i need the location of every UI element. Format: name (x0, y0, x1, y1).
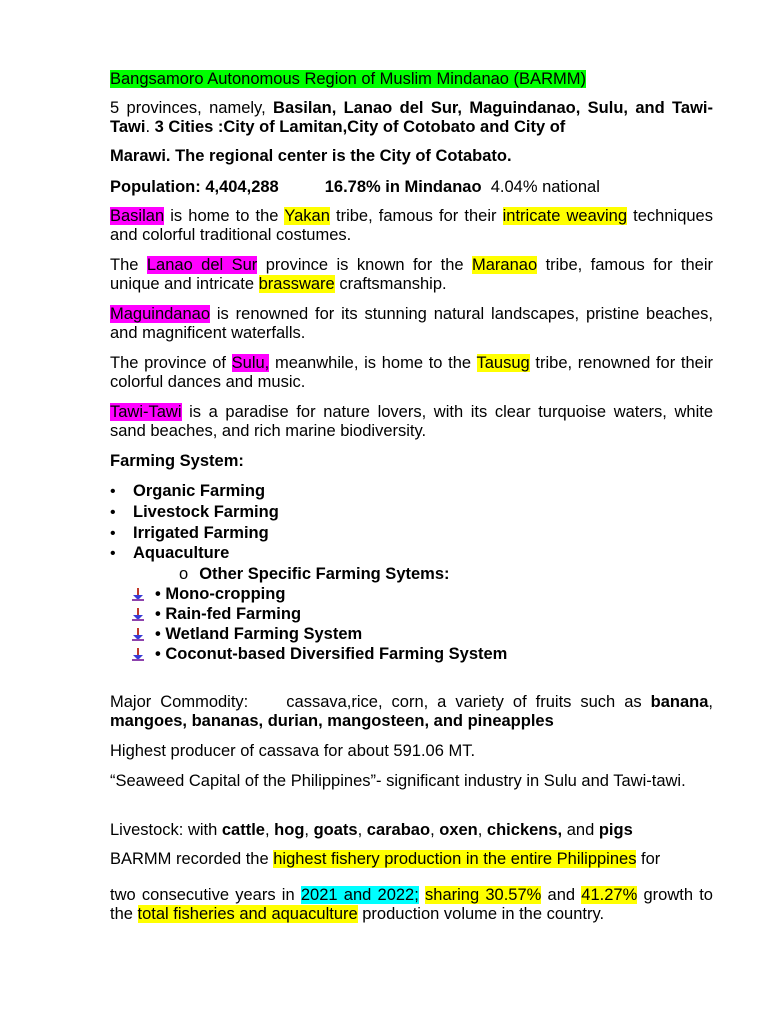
bullet-dot-icon: • (110, 483, 116, 500)
arrow-bullet-icon (132, 648, 144, 661)
arrow-bullet-icon (132, 608, 144, 621)
arrow-bullet-icon (132, 588, 144, 601)
farming-arrow-item: • Coconut-based Diversified Farming System (132, 645, 507, 664)
fishery-paragraph: two consecutive years in 2021 and 2022; sharing 30.57% and 41.27% growth to the total fisheries and aquaculture production volume in the country. (110, 886, 713, 923)
province-lanao: Lanao del Sur (146, 256, 258, 274)
seaweed-paragraph: “Seaweed Capital of the Philippines”- significant industry in Sulu and Tawi-tawi. (110, 772, 686, 790)
province-sulu: Sulu, (231, 354, 270, 372)
cassava-line: Highest producer of cassava for about 591.06 MT. (110, 742, 476, 760)
lanao-paragraph: The Lanao del Sur province is known for the Maranao tribe, famous for their unique and intricate brassware craftsmanship. (110, 256, 713, 293)
maguindanao-paragraph: Maguindanao is renowned for its stunning natural landscapes, pristine beaches, and magnificent waterfalls. (110, 305, 713, 342)
province-maguindanao: Maguindanao (110, 305, 210, 323)
farming-arrow-item: • Mono-cropping (132, 585, 285, 604)
farming-sub-heading: o Other Specific Farming Sytems: (179, 565, 450, 583)
bullet-dot-icon: • (110, 504, 116, 521)
province-tawi-tawi: Tawi-Tawi (110, 403, 182, 421)
regional-center-line: Marawi. The regional center is the City of Cotabato. (110, 147, 512, 165)
basilan-paragraph: Basilan is home to the Yakan tribe, famous for their intricate weaving techniques and colorful traditional costumes. (110, 207, 713, 244)
farming-heading: Farming System: (110, 452, 244, 470)
commodity-paragraph: Major Commodity: cassava,rice, corn, a variety of fruits such as banana, mangoes, bananas, durian, mangosteen, and pineapples (110, 693, 713, 730)
document-page: Bangsamoro Autonomous Region of Muslim Mindanao (BARMM) 5 provinces, namely, Basilan, Lanao del Sur, Maguindanao, Sulu, and Tawi-Tawi. 3 Cities :City of Lamitan,City of Cotobato and City of Marawi. The regional center is the City of Cotabato. Population: 4,404,288 16.78% in Mindanao 4.04% national Basilan is home to the Yakan tribe, famous for their intricate weaving techniques and colorful traditional costumes. The Lanao del Sur province is known for the Maranao tribe, famous for their unique and intricate brassware craftsmanship. Maguindanao is renowned for its stunning natural landscapes, pristine beaches, and magnificent waterfalls. The province of Sulu, meanwhile, is home to the Tausug tribe, renowned for their colorful dances and music. Tawi-Tawi is a paradise for nature lovers, with its clear turquoise waters, white sand beaches, and rich marine biodiversity. Farming System: • Organic Farming • Livestock Farming • Irrigated Farming • Aquaculture o Other Specific Farming Sytems: • Mono-cropping • Rain-fed Farming • Wetland Farming System • Coconut-based Diversified Farming System Major Commodity: cassava,rice, corn, a variety of fruits such as banana, mangoes, bananas, durian, mangosteen, and pineapples Highest producer of cassava for about 591.06 MT. “Seaweed Capital of the Philippines”- significant industry in Sulu and Tawi-tawi. Livestock: with cattle, hog, goats, carabao, oxen, chickens, and pigs BARMM recorded the highest fishery production in the entire Philippines for two consecutive years in 2021 and 2022; sharing 30.57% and 41.27% growth to the total fisheries and aquaculture production volume in the country. (110, 70, 714, 923)
tribe-yakan: Yakan (284, 207, 330, 225)
population-line: Population: 4,404,288 16.78% in Mindanao 4.04% national (110, 178, 600, 196)
provinces-paragraph: 5 provinces, namely, Basilan, Lanao del Sur, Maguindanao, Sulu, and Tawi-Tawi. 3 Cities :City of Lamitan,City of Cotobato and City of (110, 99, 713, 136)
livestock-line: Livestock: with cattle, hog, goats, carabao, oxen, chickens, and pigs (110, 821, 633, 839)
document-title: Bangsamoro Autonomous Region of Muslim Mindanao (BARMM) (110, 70, 586, 88)
province-basilan: Basilan (110, 207, 165, 225)
bullet-dot-icon: • (110, 525, 116, 542)
circle-bullet-icon: o (179, 565, 189, 583)
fishery-line-1: BARMM recorded the highest fishery production in the entire Philippines for (110, 850, 661, 868)
tribe-maranao: Maranao (472, 256, 538, 274)
bullet-dot-icon: • (110, 545, 116, 562)
tribe-tausug: Tausug (476, 354, 530, 372)
farming-arrow-item: • Wetland Farming System (132, 625, 362, 644)
sulu-paragraph: The province of Sulu, meanwhile, is home to the Tausug tribe, renowned for their colorful dances and music. (110, 354, 714, 391)
tawi-paragraph: Tawi-Tawi is a paradise for nature lovers, with its clear turquoise waters, white sand beaches, and rich marine biodiversity. (110, 403, 713, 440)
farming-arrow-item: • Rain-fed Farming (132, 605, 301, 624)
arrow-bullet-icon (132, 628, 144, 641)
